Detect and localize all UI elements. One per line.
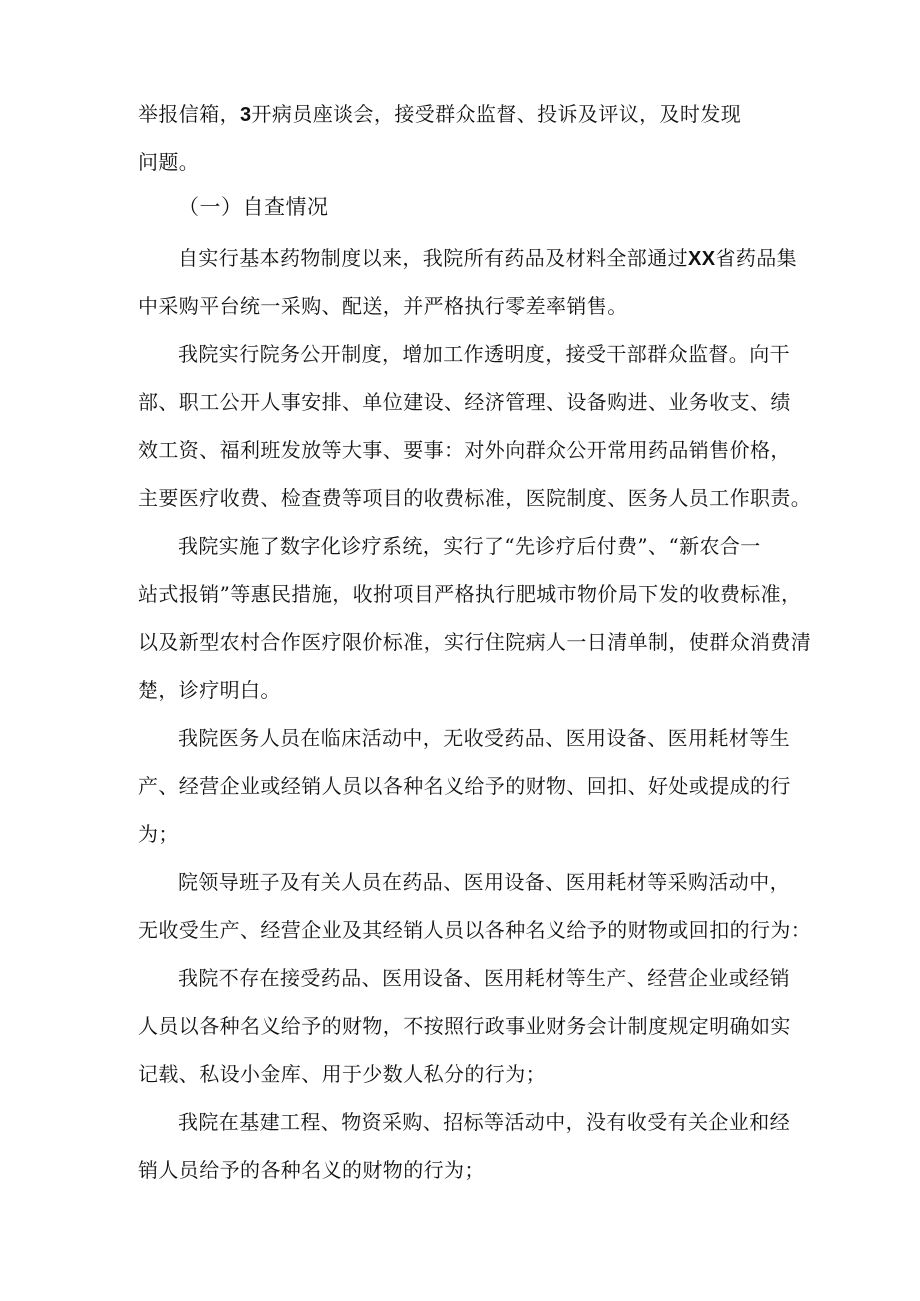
paragraph-first-line: 我院实行院务公开制度，增加工作透明度，接受干部群众监督。向干	[178, 342, 790, 366]
text-line: 销人员给予的各种名义的财物的行为；	[138, 1158, 485, 1182]
text-line: 以及新型农村合作医疗限价标准，实行住院病人一日清单制，使群众消费清	[138, 630, 812, 654]
paragraph-first-line: 院领导班子及有关人员在药品、医用设备、医用耗材等采购活动中，	[178, 870, 790, 894]
text-line: 主要医疗收费、检查费等项目的收费标准，医院制度、医务人员工作职责。	[138, 486, 812, 510]
paragraph-first-line: 自实行基本药物制度以来，我院所有药品及材料全部通过XX省药品集	[178, 246, 798, 270]
text-line: 产、经营企业或经销人员以各种名义给予的财物、回扣、好处或提成的行	[138, 774, 791, 798]
section-heading: （一）自查情况	[178, 195, 329, 219]
paragraph-first-line: 我院医务人员在临床活动中，无收受药品、医用设备、医用耗材等生	[178, 726, 790, 750]
paragraph-first-line: 我院在基建工程、物资采购、招标等活动中，没有收受有关企业和经	[178, 1110, 790, 1134]
text-line: 部、职工公开人事安排、单位建设、经济管理、设备购进、业务收支、绩	[138, 390, 791, 414]
text-line: 楚，诊疗明白。	[138, 678, 281, 702]
paragraph-first-line: 我院实施了数字化诊疗系统，实行了“先诊疗后付费”、“新农合一	[178, 534, 761, 558]
text-line: 为；	[138, 822, 179, 846]
text-line: 举报信箱，3开病员座谈会，接受群众监督、投诉及评议，及时发现	[138, 102, 742, 126]
text-line: 人员以各种名义给予的财物，不按照行政事业财务会计制度规定明确如实	[138, 1014, 791, 1038]
paragraph-first-line: 我院不存在接受药品、医用设备、医用耗材等生产、经营企业或经销	[178, 966, 790, 990]
text-line: 效工资、福利班发放等大事、要事：对外向群众公开常用药品销售价格，	[138, 438, 791, 462]
text-line: 问题。	[138, 150, 200, 174]
text-line: 站式报销”等惠民措施，收拊项目严格执行肥城市物价局下发的收费标准，	[138, 582, 802, 606]
text-line: 中采购平台统一采购、配送，并严格执行零差率销售。	[138, 294, 628, 318]
text-line: 无收受生产、经营企业及其经销人员以各种名义给予的财物或回扣的行为：	[138, 918, 812, 942]
text-line: 记载、私设小金库、用于少数人私分的行为；	[138, 1062, 546, 1086]
